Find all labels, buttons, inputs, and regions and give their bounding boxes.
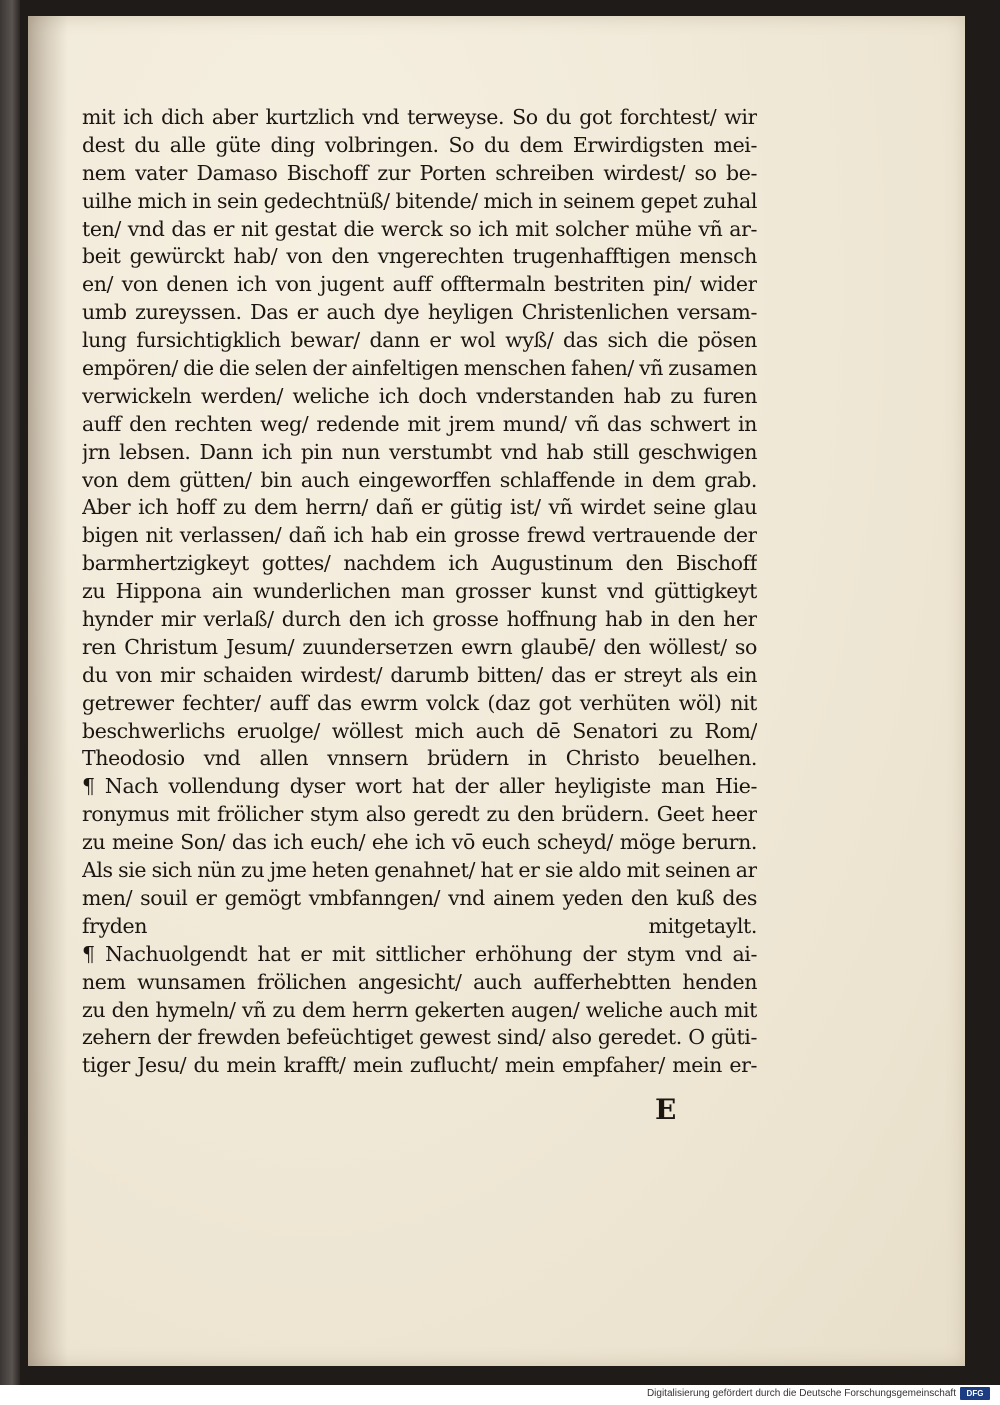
text-line: men/ souil er gemögt vmbfanngen/ vnd ainem yeden den kuß des	[82, 885, 757, 910]
text-line: zu meine Son/ das ich euch/ ehe ich vō euch scheyd/ möge berurn.	[82, 830, 757, 855]
text-line: umb zureyssen. Das er auch dye heyligen Christenlichen versam-	[82, 300, 757, 325]
text-line: auff den rechten weg/ redende mit jrem mund/ vñ das schwert in	[82, 411, 757, 436]
digitization-credit: Digitalisierung gefördert durch die Deutsche Forschungsgemeinschaft	[646, 1388, 956, 1399]
text-line: zehern der frewden befeüchtiget gewest sind/ also geredet. O güti-	[82, 1025, 757, 1050]
text-line: jrn lebsen. Dann ich pin nun verstumbt vnd hab still geschwigen	[82, 439, 757, 464]
page-text	[82, 104, 757, 1080]
text-line: ren Christum Jesum/ zuunderseтzen ewrn glaubē/ den wöllest/ so	[82, 634, 757, 659]
text-line: ronymus mit frölicher stym also geredt zu den brüdern. Geet heer	[82, 802, 757, 827]
gutter-shadow	[28, 16, 68, 1366]
text-line: tiger Jesu/ du mein krafft/ mein zuflucht/ mein empfaher/ mein er-	[82, 1053, 757, 1078]
text-line: getrewer fechter/ auff das ewrm volck (daz got verhüten wöl) nit	[82, 690, 757, 715]
text-line: ¶ Nachuolgendt hat er mit sittlicher erhöhung der stym vnd ai-	[82, 941, 757, 966]
text-line: mit ich dich aber kurtzlich vnd terweyse. So du got forchtest/ wir	[82, 105, 757, 129]
text-line: nem wunsamen frölichen angesicht/ auch aufferhebtten henden	[82, 969, 757, 994]
book-cover-edge	[0, 0, 20, 1385]
text-line: Theodosio vnd allen vnnsern brüdern in Christo beuelhen.	[82, 746, 757, 771]
text-line: ¶ Nach vollendung dyser wort hat der aller heyligiste man Hie-	[82, 774, 757, 799]
text-line: lung fursichtigklich bewar/ dann er wol wyß/ das sich die pösen	[82, 328, 757, 353]
text-line: verwickeln werden/ weliche ich doch vnderstanden hab zu furen	[82, 383, 757, 408]
text-line: barmhertzigkeyt gottes/ nachdem ich Augustinum den Bischoff	[82, 551, 757, 576]
text-line: Als sie sich nün zu jme heten genahnet/ hat er sie aldo mit seinen ar	[82, 858, 757, 883]
text-line: beit gewürckt hab/ von den vngerechten trugenhafftigen mensch	[82, 244, 757, 269]
catchword: E	[655, 1093, 677, 1126]
text-line: empören/ die die selen der ainfeltigen menschen fahen/ vñ zusamen	[82, 356, 757, 381]
text-line: von dem gütten/ bin auch eingeworffen schlaffende in dem grab.	[82, 467, 757, 492]
text-line: nem vater Damaso Bischoff zur Porten schreiben wirdest/ so be-	[82, 160, 757, 185]
text-line: fryden mitgetaylt.	[82, 913, 757, 938]
text-line: beschwerlichs eruolge/ wöllest mich auch dē Senatori zu Rom/	[82, 718, 757, 743]
text-line: bigen nit verlassen/ dañ ich hab ein grosse frewd vertrauende der	[82, 523, 757, 548]
text-line: du von mir schaiden wirdest/ darumb bitten/ das er streyt als ein	[82, 662, 757, 687]
text-line: en/ von denen ich von jugent auff offtermaln bestriten pin/ wider	[82, 272, 757, 297]
text-line: zu Hippona ain wunderlichen man grosser kunst vnd güttigkeyt	[82, 579, 757, 604]
text-line: ten/ vnd das er nit gestat die werck so ich mit solcher mühe vñ ar-	[82, 216, 757, 241]
dfg-logo: DFG	[960, 1387, 990, 1400]
text-line: Aber ich hoff zu dem herrn/ dañ er gütig ist/ vñ wirdet seine glau	[82, 495, 757, 520]
text-line: dest du alle güte ding volbringen. So du dem Erwirdigsten mei-	[82, 132, 757, 157]
text-line: zu den hymeln/ vñ zu dem herrn gekerten augen/ weliche auch mit	[82, 997, 757, 1022]
text-line: hynder mir verlaß/ durch den ich grosse hoffnung hab in den her	[82, 607, 757, 632]
text-line: uilhe mich in sein gedechtnüß/ bitende/ mich in seinem gepet zuhal	[82, 188, 757, 213]
